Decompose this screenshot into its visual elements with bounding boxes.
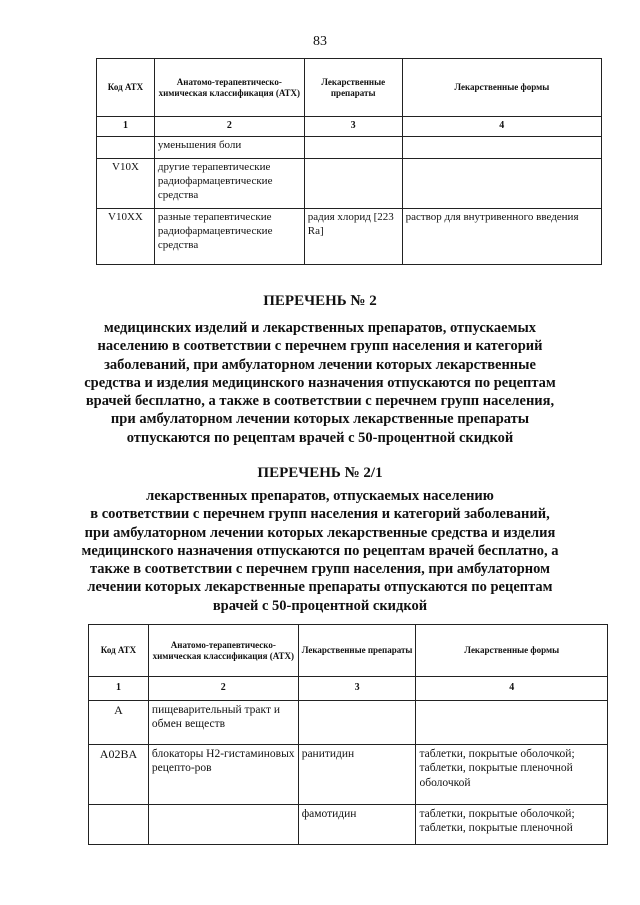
text-line: отпускаются по рецептам врачей с 50-процентной скидкой — [126, 429, 514, 446]
cell-atx: уменьшения боли — [154, 137, 304, 159]
col-number: 3 — [298, 677, 416, 701]
atx-table-continued — [96, 58, 602, 265]
cell-code — [89, 805, 149, 845]
text-line: медицинских изделий и лекарственных препаратов, отпускаемых — [103, 320, 537, 336]
cell-code: A — [89, 701, 149, 745]
cell-code: V10XX — [97, 209, 155, 265]
cell-atx: пищеварительный тракт и обмен веществ — [148, 701, 298, 745]
cell-form: таблетки, покрытые оболочкой; таблетки, покрытые пленочной оболочкой — [416, 745, 608, 805]
cell-form: раствор для внутривенного введения — [402, 209, 601, 265]
text-line: лекарственных препаратов, отпускаемых населению — [146, 488, 494, 504]
table-header-row — [97, 59, 602, 117]
header-atx: Анатомо-терапевтическо-химическая классификация (АТХ) — [148, 625, 298, 677]
cell-drug — [298, 701, 416, 745]
text-line: медицинского назначения отпускаются по рецептам врачей бесплатно, а — [81, 542, 559, 559]
text-line: также в соответствии с перечнем групп населения, при амбулаторном — [90, 561, 550, 578]
header-drugs: Лекарственные препараты — [298, 625, 416, 677]
column-number-row — [89, 677, 608, 701]
text-line: при амбулаторном лечении которых лекарственные средства и изделия — [84, 524, 556, 541]
cell-atx: блокаторы H2-гистаминовых рецепто-ров — [148, 745, 298, 805]
cell-form — [402, 159, 601, 209]
cell-code: V10X — [97, 159, 155, 209]
table-row — [89, 701, 608, 745]
table-row — [97, 137, 602, 159]
table-header-row — [89, 625, 608, 677]
header-forms: Лекарственные формы — [402, 59, 601, 117]
header-code: Код АТХ — [89, 625, 149, 677]
col-number: 2 — [148, 677, 298, 701]
col-number: 4 — [416, 677, 608, 701]
cell-atx: разные терапевтические радиофармацевтические средства — [154, 209, 304, 265]
col-number: 3 — [304, 117, 402, 137]
text-line: в соответствии с перечнем групп населения и категорий заболеваний, — [90, 506, 550, 523]
cell-atx — [148, 805, 298, 845]
cell-drug — [304, 137, 402, 159]
col-number: 1 — [89, 677, 149, 701]
atx-table-list-2-1 — [88, 624, 608, 845]
cell-drug: радия хлорид [223 Ra] — [304, 209, 402, 265]
cell-drug: ранитидин — [298, 745, 416, 805]
cell-form — [416, 701, 608, 745]
text-line: врачей с 50-процентной скидкой — [212, 597, 428, 614]
cell-drug: фамотидин — [298, 805, 416, 845]
col-number: 2 — [154, 117, 304, 137]
page-number: 83 — [313, 34, 327, 49]
text-line: средства и изделия медицинского назначения отпускаются по рецептам — [84, 374, 556, 391]
col-number: 1 — [97, 117, 155, 137]
col-number: 4 — [402, 117, 601, 137]
column-number-row — [97, 117, 602, 137]
table-row — [97, 209, 602, 265]
table-row — [97, 159, 602, 209]
cell-atx: другие терапевтические радиофармацевтические средства — [154, 159, 304, 209]
cell-drug — [304, 159, 402, 209]
table-row — [89, 805, 608, 845]
text-line: населению в соответствии с перечнем групп населения и категорий — [97, 338, 543, 355]
text-line: лечении которых лекарственные препараты отпускаются по рецептам — [87, 579, 553, 596]
text-line: при амбулаторном лечении которых лекарственные препараты — [110, 411, 530, 428]
list-2-1-description — [60, 487, 580, 615]
text-line: заболеваний, при амбулаторном лечении которых лекарственные — [104, 356, 536, 373]
header-atx: Анатомо-терапевтическо-химическая классификация (АТХ) — [154, 59, 304, 117]
table-row — [89, 745, 608, 805]
list-2-description — [60, 319, 580, 447]
text-line: врачей бесплатно, а также в соответствии с перечнем групп населения, — [85, 393, 555, 410]
header-forms: Лекарственные формы — [416, 625, 608, 677]
cell-form: таблетки, покрытые оболочкой; таблетки, покрытые пленочной — [416, 805, 608, 845]
cell-form — [402, 137, 601, 159]
header-drugs: Лекарственные препараты — [304, 59, 402, 117]
header-code: Код АТХ — [97, 59, 155, 117]
cell-code: A02BA — [89, 745, 149, 805]
cell-code — [97, 137, 155, 159]
list-2-1-title: ПЕРЕЧЕНЬ № 2/1 — [257, 465, 383, 481]
list-2-title: ПЕРЕЧЕНЬ № 2 — [263, 293, 377, 309]
